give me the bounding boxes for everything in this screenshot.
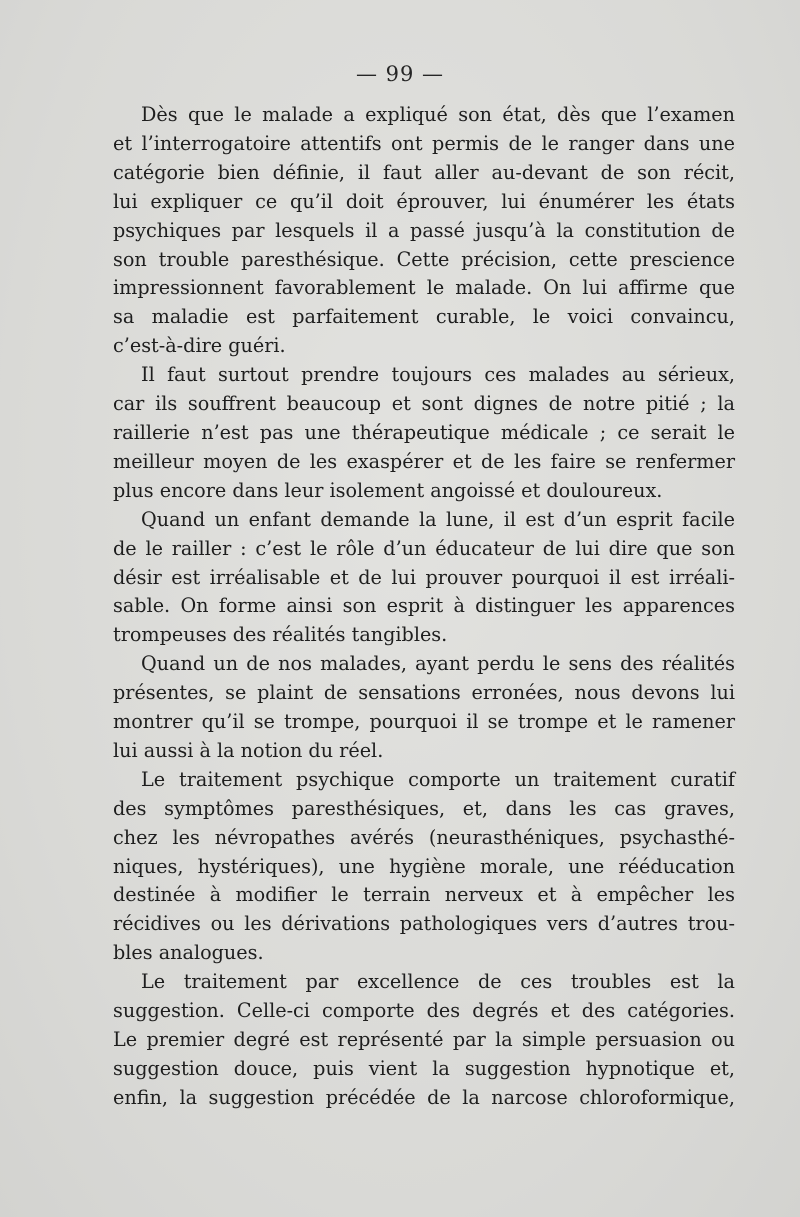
text-line: bles analogues. — [113, 941, 264, 965]
paragraph — [113, 766, 735, 968]
text-line: Le traitement psychique comporte un traitement curatif — [141, 767, 735, 791]
text-line: désir est irréalisable et de lui prouver pourquoi il est irréali- — [113, 565, 735, 589]
text-line: montrer qu’il se trompe, pourquoi il se trompe et le ramener — [113, 710, 735, 734]
text-line: et l’interrogatoire attentifs ont permis de le ranger dans une — [113, 131, 735, 155]
text-line: impressionnent favorablement le malade. On lui affirme que — [113, 276, 735, 300]
text-line: c’est-à-dire guéri. — [113, 334, 286, 358]
page-number: — 99 — — [355, 62, 445, 86]
text-line: suggestion douce, puis vient la suggestion hypnotique et, — [113, 1056, 735, 1080]
text-line: Le premier degré est représenté par la simple persuasion ou — [113, 1028, 735, 1051]
text-line: niques, hystériques), une hygiène morale, une rééducation — [113, 854, 735, 878]
text-line: Dès que le malade a expliqué son état, dès que l’examen — [141, 103, 735, 126]
text-line: Il faut surtout prendre toujours ces malades au sérieux, — [141, 363, 735, 387]
text-line: récidives ou les dérivations pathologiques vers d’autres trou- — [113, 912, 735, 936]
text-line: sable. On forme ainsi son esprit à distinguer les apparences — [113, 594, 735, 618]
text-line: des symptômes paresthésiques, et, dans les cas graves, — [113, 796, 735, 820]
paragraph — [113, 101, 735, 361]
text-line: enfin, la suggestion précédée de la narcose chloroformique, — [113, 1085, 735, 1109]
body-text — [113, 101, 735, 1113]
text-line: de le railler : c’est le rôle d’un éducateur de lui dire que son — [113, 536, 735, 560]
text-line: suggestion. Celle-ci comporte des degrés et des catégories. — [113, 999, 735, 1023]
text-line: trompeuses des réalités tangibles. — [113, 623, 448, 647]
text-line: catégorie bien définie, il faut aller au-devant de son récit, — [113, 160, 735, 184]
paragraph — [113, 361, 735, 506]
text-line: lui aussi à la notion du réel. — [113, 738, 384, 762]
paragraph — [113, 968, 735, 1113]
text-line: présentes, se plaint de sensations erronées, nous devons lui — [113, 681, 735, 705]
text-line: sa maladie est parfaitement curable, le voici convaincu, — [113, 305, 735, 329]
text-line: Quand un de nos malades, ayant perdu le sens des réalités — [141, 652, 735, 676]
text-line: psychiques par lesquels il a passé jusqu’à la constitution de — [113, 218, 735, 242]
text-line: raillerie n’est pas une thérapeutique médicale ; ce serait le — [113, 420, 735, 444]
text-line: meilleur moyen de les exaspérer et de les faire se renfermer — [113, 449, 735, 473]
paragraph — [113, 506, 735, 651]
text-line: Le traitement par excellence de ces troubles est la — [141, 970, 735, 994]
text-line: chez les névropathes avérés (neurasthéniques, psychasthé- — [113, 825, 735, 849]
text-line: Quand un enfant demande la lune, il est d’un esprit facile — [141, 507, 735, 531]
text-line: car ils souffrent beaucoup et sont dignes de notre pitié ; la — [113, 392, 735, 416]
text-line: destinée à modifier le terrain nerveux et à empêcher les — [113, 883, 735, 907]
text-line: son trouble paresthésique. Cette précision, cette prescience — [113, 247, 735, 271]
text-line: lui expliquer ce qu’il doit éprouver, lui énumérer les états — [113, 189, 735, 213]
text-line: plus encore dans leur isolement angoissé et douloureux. — [113, 478, 663, 502]
paragraph — [113, 650, 735, 766]
